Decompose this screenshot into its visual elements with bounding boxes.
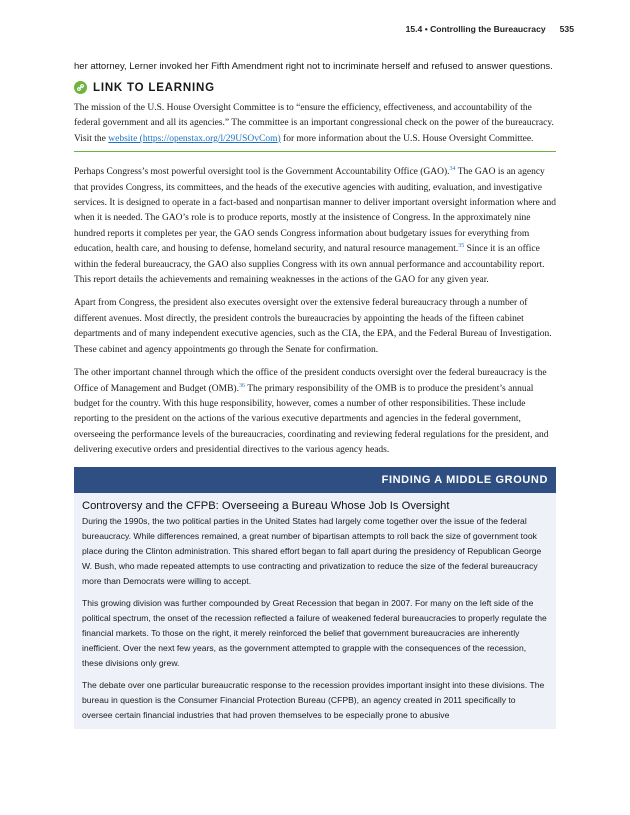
omb-paragraph [74,366,556,458]
gao-text-a: Perhaps Congress’s most powerful oversight tool is the Government Accountability Office (GAO). [74,167,450,178]
oversight-committee-website-link[interactable]: website (https://openstax.org/l/29USOvCom) [108,133,281,144]
finding-middle-ground-box [74,467,556,730]
link-text-before: The mission of the U.S. House Oversight Committee is to “ensure the efficiency, effectiveness, and accountability of the federal government and all its agencies.” The committee is an important congressional check on the power of the bureaucracy. Visit the [74,103,554,144]
president-oversight-paragraph: Apart from Congress, the president also executes oversight over the extensive federal bureaucracy through a number of different avenues. Most directly, the president controls the bureaucracies by appointing the heads of the fifteen cabinet departments and of many independent executive agencies, such as the CIA, the EPA, and the Federal Bureau of Investigation. These cabinet and agency appointments go through the Senate for confirmation. [74,298,552,355]
gao-paragraph [74,165,556,288]
link-to-learning-box [74,81,556,152]
chapter-title: 15.4 • Controlling the Bureaucracy [405,24,546,34]
page-content [74,60,556,729]
feature-paragraph: This growing division was further compounded by Great Recession that began in 2007. For many on the left side of the political spectrum, the onset of the recession reflected a failure of weakened federal bureaucracies to properly regulate the financial markets. To those on the right, it merely reinforced the belief that government bureaucracies are inherently inefficient. Over the next few years, as the government attempted to grapple with the consequences of the recession, these divisions only grew. [82,597,547,669]
footnote-36[interactable]: 36 [238,382,245,389]
link-to-learning-text [74,101,556,147]
feature-paragraph: The debate over one particular bureaucratic response to the recession provides important insight into these divisions. The bureau in question is the Consumer Financial Protection Bureau (CFPB), an agency created in 2011 specifically to oversee certain financial industries that had proven themselves to be especially prone to abusive [82,679,545,720]
omb-text-b: The primary responsibility of the OMB is to produce the president’s annual budget for the country. With this huge responsibility, however, comes a number of other responsibilities. These include reporting to the president on the actions of the various executive departments and agencies in the federal government, overseeing the performance levels of the bureaucracies, coordinating and reviewing federal regulations for the president, and delivering executive orders and presidential directives to the various agency heads. [74,383,549,456]
feature-label: FINDING A MIDDLE GROUND [74,467,556,493]
feature-paragraph: During the 1990s, the two political parties in the United States had largely come together over the issue of the federal bureaucracy. While differences remained, a great number of bipartisan attempts to roll back the size of government took place during the Clinton administration. This shared effort began to fall apart during the presidency of Republican George W. Bush, who made repeated attempts to use contracting and privatization to reduce the size of the federal bureaucracy more than Democrats were willing to accept. [82,515,542,587]
feature-body [74,493,556,730]
running-header [406,24,574,34]
footnote-34[interactable]: 34 [449,166,456,173]
link-icon [74,81,87,94]
feature-title: Controversy and the CFPB: Overseeing a Bureau Whose Job Is Oversight [82,499,450,512]
gao-text-b: The GAO is an agency that provides Congress, its committees, and the heads of the executive agencies with auditing, evaluation, and investigative services. It is designed to operate in a fact-based and nonpartisan manner to deliver important oversight information where and when it is needed. The GAO’s role is to produce reports, mostly at the insistence of Congress. In the approximately nine hundred reports it completes per year, the GAO sends Congress information about budgetary issues for everything from education, health care, and housing to defense, homeland security, and natural resource management. [74,167,556,255]
omb-text-a: The other important channel through which the office of the president conducts oversight over the federal bureaucracy is the Office of Management and Budget (OMB). [74,368,547,394]
link-to-learning-title: LINK TO LEARNING [93,81,215,94]
link-to-learning-header [74,81,556,94]
lead-paragraph: her attorney, Lerner invoked her Fifth Amendment right not to incriminate herself and refused to answer questions. [74,61,553,72]
page-number: 535 [559,24,574,34]
link-text-after: for more information about the U.S. House Oversight Committee. [280,133,534,144]
footnote-35[interactable]: 35 [458,243,465,250]
gao-text-c: Since it is an office within the federal bureaucracy, the GAO also supplies Congress with its own annual performance and accountability report. This report details the achievements and remaining weaknesses in the actions of the GAO for any given year. [74,244,545,286]
